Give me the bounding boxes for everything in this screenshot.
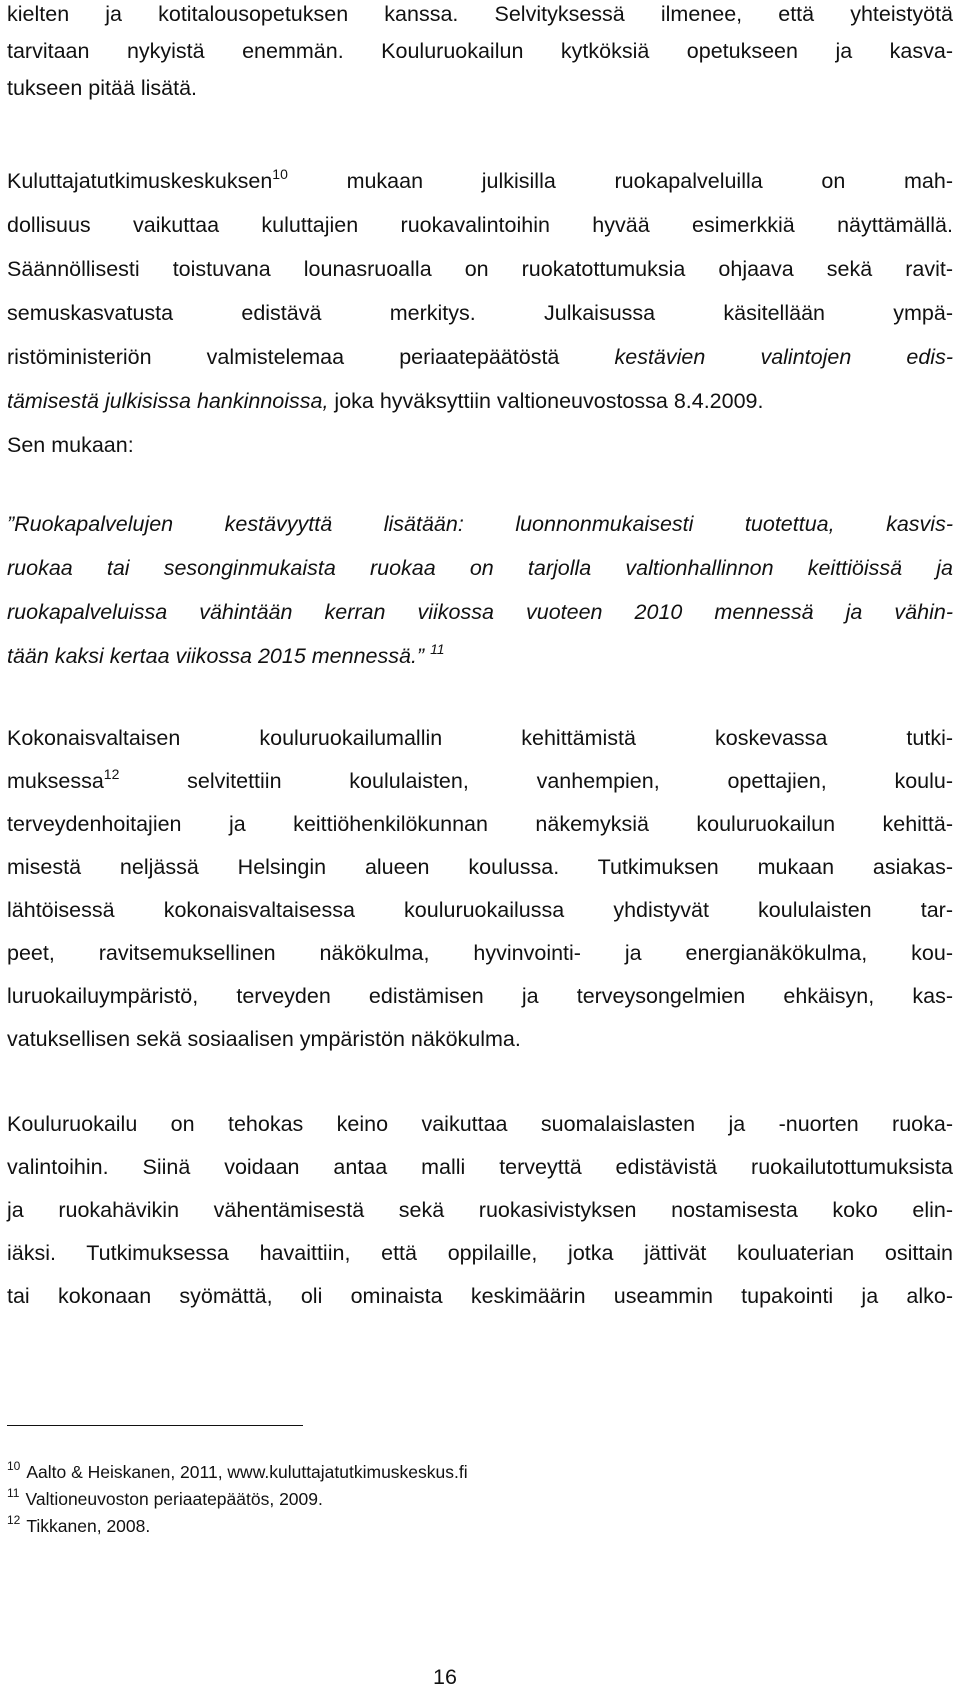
text-line (7, 165, 953, 197)
footnote-ref[interactable]: 11 (430, 641, 445, 657)
text-fragment: mukaan julkisilla ruokapalveluilla on mah- (287, 169, 953, 193)
text-line: ja ruokahävikin vähentämisestä sekä ruokasivistyksen nostamisesta koko elin- (7, 1198, 953, 1222)
text-line: iäksi. Tutkimuksessa havaittiin, että oppilaille, jotka jättivät kouluaterian osittain (7, 1241, 953, 1265)
text-fragment: joka hyväksyttiin valtioneuvostossa 8.4.2009. (328, 389, 764, 413)
footnote-11 (7, 1485, 323, 1513)
text-line: terveydenhoitajien ja keittiöhenkilökunnan näkemyksiä kouluruokailun kehittä- (7, 812, 953, 836)
footnote-text: Valtioneuvoston periaatepäätös, 2009. (25, 1489, 323, 1509)
text-line: tarvitaan nykyistä enemmän. Kouluruokailun kytköksiä opetukseen ja kasva- (7, 39, 953, 63)
text-line: valintoihin. Siinä voidaan antaa malli terveyttä edistävistä ruokailutottumuksista (7, 1155, 953, 1179)
quote-line: ruokaa tai sesonginmukaista ruokaa on tarjolla valtionhallinnon keittiöissä ja (7, 556, 953, 580)
text-line (7, 385, 953, 417)
footnote-separator (7, 1425, 303, 1426)
text-line: misestä neljässä Helsingin alueen koulussa. Tutkimuksen mukaan asiakas- (7, 855, 953, 879)
text-line: kielten ja kotitalousopetuksen kanssa. Selvityksessä ilmenee, että yhteistyötä (7, 2, 953, 26)
quote-line (7, 640, 953, 672)
footnote-ref[interactable]: 10 (272, 166, 288, 182)
quote-line: ruokapalveluissa vähintään kerran viikossa vuoteen 2010 mennessä ja vähin- (7, 600, 953, 624)
text-fragment: tään kaksi kertaa viikossa 2015 mennessä.” (7, 644, 425, 668)
text-line: peet, ravitsemuksellinen näkökulma, hyvinvointi- ja energianäkökulma, kou- (7, 941, 953, 965)
page-number: 16 (433, 1665, 457, 1689)
footnote-text: Tikkanen, 2008. (26, 1516, 151, 1536)
text-line: tai kokonaan syömättä, oli ominaista keskimäärin useammin tupakointi ja alko- (7, 1284, 953, 1308)
text-line: dollisuus vaikuttaa kuluttajien ruokavalintoihin hyvää esimerkkiä näyttämällä. (7, 213, 953, 237)
footnote-12 (7, 1512, 150, 1540)
footnote-10 (7, 1458, 468, 1486)
text-line: Säännöllisesti toistuvana lounasruoalla on ruokatottumuksia ohjaava sekä ravit- (7, 257, 953, 281)
italic-title-fragment: kestävien valintojen edis- (559, 345, 953, 369)
footnote-number: 11 (7, 1486, 20, 1500)
text-fragment: muksessa (7, 769, 104, 793)
text-line: semuskasvatusta edistävä merkitys. Julkaisussa käsitellään ympä- (7, 301, 953, 325)
text-line: Kouluruokailu on tehokas keino vaikuttaa suomalaislasten ja -nuorten ruoka- (7, 1112, 953, 1136)
text-line: lähtöisessä kokonaisvaltaisessa kouluruokailussa yhdistyvät koululaisten tar- (7, 898, 953, 922)
text-line: Kokonaisvaltaisen kouluruokailumallin kehittämistä koskevassa tutki- (7, 726, 953, 750)
text-line: tukseen pitää lisätä. (7, 76, 198, 100)
footnote-number: 10 (7, 1459, 21, 1473)
footnote-text: Aalto & Heiskanen, 2011, www.kuluttajatutkimuskeskus.fi (26, 1462, 468, 1482)
footnote-ref[interactable]: 12 (103, 766, 120, 782)
text-line (7, 765, 953, 797)
text-fragment: selvitettiin koululaisten, vanhempien, opettajien, koulu- (119, 769, 953, 793)
quote-line: ”Ruokapalvelujen kestävyyttä lisätään: luonnonmukaisesti tuotettua, kasvis- (7, 512, 953, 536)
text-line (7, 341, 953, 373)
text-line: vatuksellisen sekä sosiaalisen ympäristön näkökulma. (7, 1027, 521, 1051)
footnote-number: 12 (7, 1513, 21, 1527)
text-fragment: ristöministeriön valmistelemaa periaatepäätöstä (7, 345, 560, 369)
italic-title-fragment: tämisestä julkisissa hankinnoissa, (7, 389, 329, 413)
text-line: Sen mukaan: (7, 433, 134, 457)
text-fragment: Kuluttajatutkimuskeskuksen (7, 169, 273, 193)
text-line: luruokailuympäristö, terveyden edistämisen ja terveysongelmien ehkäisyn, kas- (7, 984, 953, 1008)
